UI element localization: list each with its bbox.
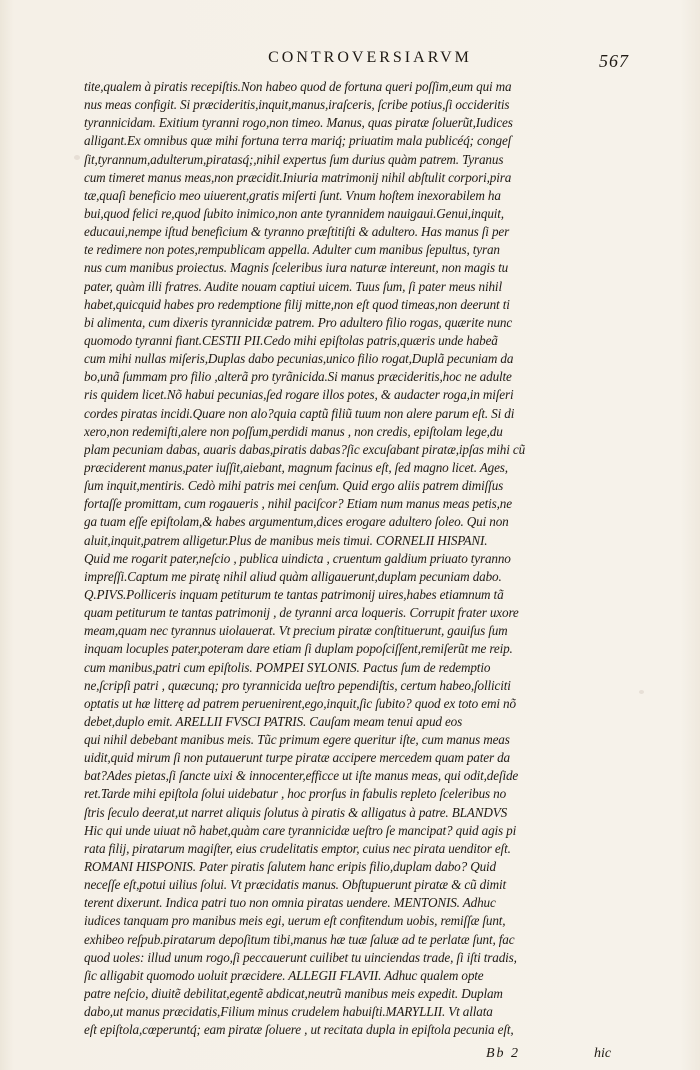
text-line: cordes piratas incidi.Quare non alo?quia captũ filiũ tuum non alere parum eſt. Si di — [84, 405, 515, 421]
ink-stain — [74, 155, 80, 160]
text-line: meam,quam nec tyrannus uiolauerat. Vt precium piratæ conſtituerunt, gauiſus ſum — [84, 623, 508, 639]
text-line: ſit,tyrannum,adulterum,piratasq́;,nihil expertus ſum durius quàm patrem. Tyranus — [84, 151, 504, 167]
text-line: bui,quod felici re,quod ſubito inimico,non ante tyrannidem nauigaui.Genui,inquit, — [84, 205, 504, 221]
text-line: exhibeo reſpub.piratarum depoſitum tibi,manus hæ tuæ ſaluæ ad te perlatæ ſunt, fac — [84, 931, 515, 947]
text-line: cum mihi nullas miſeris,Duplas dabo pecunias,unico filio rogat,Duplã pecuniam da — [84, 351, 514, 367]
text-line: rata filij, piratarum magiſter, eius crudelitatis emptor, cuius nec pirata uenditor eſt. — [84, 840, 511, 856]
text-line: tæ,quaſi beneficio meo uiuerent,gratis miſerti ſunt. Vnum hoſtem inexorabilem ha — [84, 187, 501, 203]
text-line: pater, quàm illi fratres. Audite nouam captiui uicem. Tuus ſum, ſi pater meus nihil — [84, 278, 502, 294]
text-line: uidit,quid mirum ſi non putauerunt turpe piratæ accipere mercedem quam pater da — [84, 750, 510, 766]
text-line: iudices tanquam pro manibus meis egi, uerum eſt confitendum uobis, remiſſæ ſunt, — [84, 913, 506, 929]
text-line: Q.PIVS.Polliceris inquam petiturum te tantas patrimonij uires,habes etiamnum tã — [84, 586, 504, 602]
text-line: Quid me rogarit pater,neſcio , publica uindicta , cruentum galdium priuato tyranno — [84, 550, 511, 566]
body-text — [84, 78, 614, 1039]
text-line: ris quidem licet.Nõ habui pecunias,ſed rogare illos potes, & audacter roga,in miſeri — [84, 387, 514, 403]
text-line: dabo,ut manus præcidatis,Filium minus crudelem habuiſti.MARYLLII. Vt allata — [84, 1004, 493, 1020]
text-line: ret.Tarde mihi epiſtola ſolui uidebatur , hoc prorſus in fabulis repleto ſceleribus no — [84, 786, 507, 802]
text-line: terent dixerunt. Indica patri tuo non omnia piratas uendere. MENTONIS. Adhuc — [84, 895, 496, 911]
text-line: ſum inquit,mentiris. Cedò mihi patris mei cenſum. Quid ergo aliis patrem dimiſſus — [84, 478, 504, 494]
text-line: præciderent manus,pater iuſſit,aiebant, magnum facinus eſt, ſed magno licet. Ages, — [84, 459, 508, 475]
text-line: inquam locuples pater,poteram dare etiam ſi duplam popoſciſſent,remiſerũt me reip. — [84, 641, 513, 657]
text-line: bat?Ades pietas,ſi ſancte uixi & innocenter,efficce ut iſte manus meas, qui odit,deſide — [84, 768, 519, 784]
text-line: ne,ſcripſi patri , quæcunq; pro tyrannicida ueſtro pependiſtis, certum habeo,ſolliciti — [84, 677, 511, 693]
text-line: habet,quicquid habes pro redemptione filij mitte,non eſt quod timeas,non deerunt ti — [84, 296, 510, 312]
signature-mark: Bb 2 — [486, 1046, 521, 1061]
text-line: patre neſcio, diuitẽ debilitat,egentẽ abdicat,neutrũ manibus meis expedit. Duplam — [84, 986, 503, 1002]
page-number: 567 — [599, 51, 629, 71]
text-line: ſic alligabit quomodo uoluit præcidere. ALLEGII FLAVII. Adhuc qualem opte — [84, 967, 484, 983]
text-line: eſt epiſtola,cœperuntq́; eam piratæ ſoluere , ut recitata dupla in epiſtola pecunia eſt, — [84, 1022, 514, 1038]
text-line: quod uoles: illud unum rogo,ſi peccauerunt cuilibet tu uinciendas trade, ſi iſti tradis, — [84, 949, 517, 965]
text-line: tite,qualem à piratis recepiſtis.Non habeo quod de fortuna queri poſſim,eum qui ma — [84, 79, 512, 94]
text-line: quam petiturum te tantas patrimonij , de tyranni arca loqueris. Corrupit frater uxore — [84, 605, 519, 621]
text-line: neceſſe eſt,potui uilius ſolui. Vt præcidatis manus. Obſtupuerunt piratæ & cũ dimit — [84, 877, 506, 893]
text-line: ga tuam eſſe epiſtolam,& habes argumentum,dices erogare adultero ſoleo. Qui non — [84, 514, 509, 530]
text-line: tyrannicidam. Exitium tyranni rogo,non timeo. Manus, quas piratæ ſoluerũt,Iudices — [84, 115, 513, 131]
text-line: fortaſſe promittam, cum rogaueris , nihil paciſcor? Etiam num manus meas petis,ne — [84, 496, 512, 512]
text-line: debet,duplo emit. ARELLII FVSCI PATRIS. Cauſam meam tenui apud eos — [84, 713, 463, 729]
text-line: te redimere non potes,rempublicam appella. Adulter cum manibus ſepultus, tyran — [84, 242, 500, 258]
text-line: nus meas configit. Si præcideritis,inquit,manus,iraſceris, ſcribe potius,ſi occideritis — [84, 97, 510, 113]
text-line: ſtris ſeculo deerat,ut narret aliquis ſolutus à piratis & alligatus à patre. BLANDVS — [84, 804, 508, 820]
text-line: Hic qui unde uiuat nõ habet,quàm care tyrannicidæ ueſtro ſe mancipat? quid agis pi — [84, 822, 517, 838]
text-line: optatis ut hæ litterę ad patrem peruenirent,ego,inquit,ſic ſubito? quod ex toto emi nõ — [84, 695, 516, 711]
text-line: bi alimenta, cum dixeris tyrannicidæ patrem. Pro adultero filio rogas, quærite nunc — [84, 314, 513, 330]
text-line: cum timeret manus meas,non præcidit.Iniuria matrimonij nihil abſtulit corpori,pira — [84, 169, 512, 185]
text-line: educaui,nempe iſtud beneficium & tyranno præſtitiſti & adultero. Has manus ſi per — [84, 224, 510, 240]
text-line: alligant.Ex omnibus quæ mihi fortuna terra mariq́; priuatim mala publicéq́; congeſ — [84, 133, 512, 149]
text-line: plam pecuniam dabas, auaris dabas,piratis dabas?ſic excuſabant piratæ,ipſas mihi cũ — [84, 441, 526, 457]
text-line: impreſſi.Captum me piratę nihil aliud quàm alligauerunt,duplam pecuniam dabo. — [84, 568, 502, 584]
catchword: hic — [594, 1046, 612, 1061]
text-line: qui nihil debebant manibus meis. Tũc primum egere queritur iſte, cum manus meas — [84, 732, 510, 748]
text-line: bo,unã ſummam pro filio ,alterã pro tyrãnicida.Si manus præcideritis,hoc ne adulte — [84, 369, 512, 385]
text-line: aluit,inquit,patrem alligetur.Plus de manibus meis timui. CORNELII HISPANI. — [84, 532, 488, 548]
text-line: xero,non redemiſti,alere non poſſum,perdidi manus , non credis, epiſtolam lege,du — [84, 423, 503, 439]
text-line: cum manibus,patri cum epiſtolis. POMPEI SYLONIS. Pactus ſum de redemptio — [84, 659, 491, 675]
text-line: ROMANI HISPONIS. Pater piratis ſalutem hanc eripis filio,duplam dabo? Quid — [84, 859, 496, 875]
text-line: quomodo tyranni fiant.CESTII PII.Cedo mihi epiſtolas patris,quæris unde habeã — [84, 332, 498, 348]
ink-stain — [639, 690, 644, 694]
text-line: nus cum manibus proiectus. Magnis ſceleribus iura naturæ intereunt, non magis tu — [84, 260, 509, 276]
running-title: CONTROVERSIARVM — [268, 49, 472, 66]
